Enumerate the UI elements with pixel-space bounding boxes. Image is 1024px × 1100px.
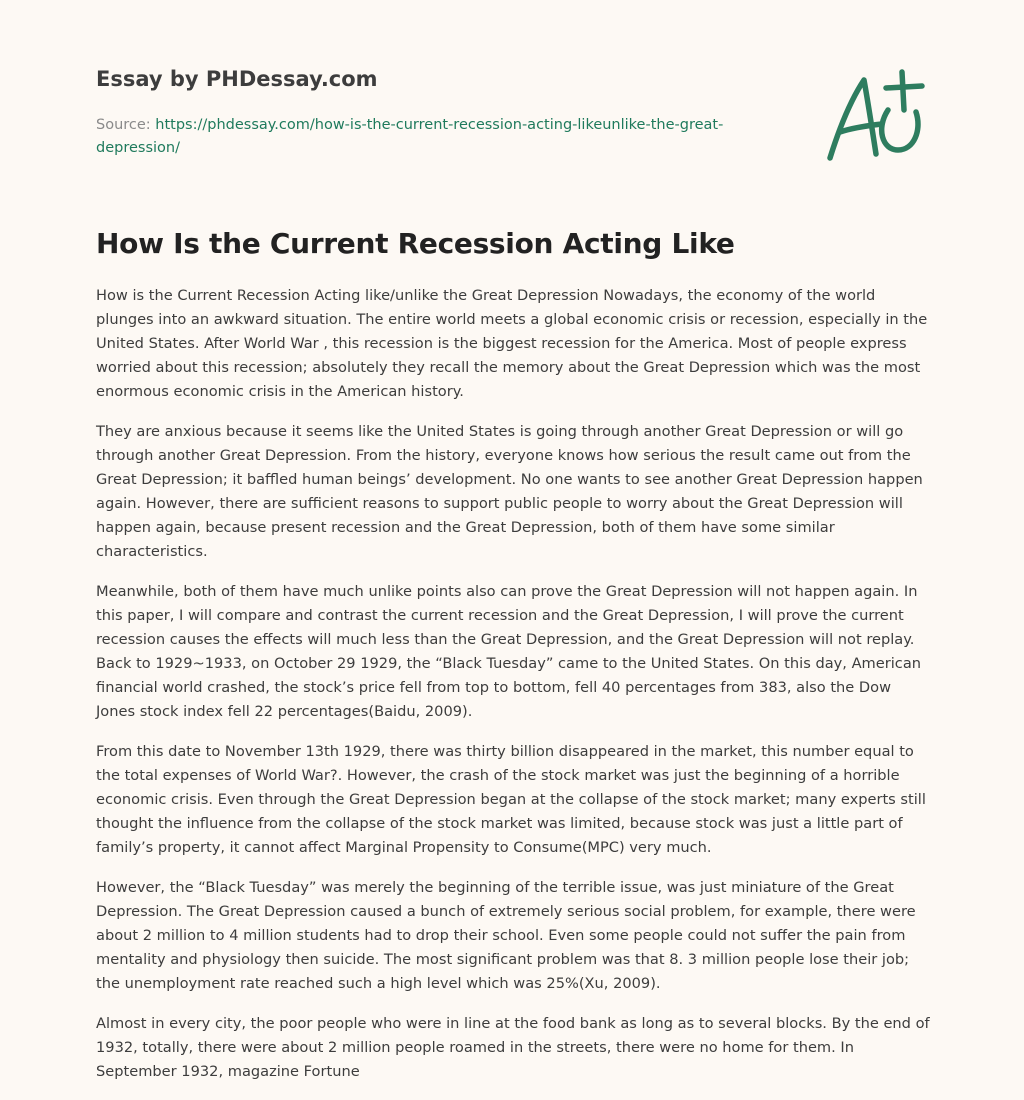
paragraph: Meanwhile, both of them have much unlike points also can prove the Great Depression will not happen again. In this paper, I will compare and contrast the current recession and the Great Depression, I will prove the current recession causes the effects will much less than the Great Depression, and the Great Depression will not replay. Back to 1929~1933, on October 29 1929, the “Black Tuesday” came to the United States. On this day, American financial world crashed, the stock’s price fell from top to bottom, fell 40 percentages from 383, also the Dow Jones stock index fell 22 percentages(Baidu, 2009).	[96, 583, 922, 720]
source-label: Source:	[96, 117, 156, 133]
source-line	[96, 114, 796, 160]
site-brand: Essay by PHDessay.com	[96, 67, 378, 91]
article-title: How Is the Current Recession Acting Like	[96, 227, 735, 260]
paragraph: Almost in every city, the poor people who were in line at the food bank as long as to several blocks. By the end of 1932, totally, there were about 2 million people roamed in the streets, there were no home for them. In September 1932, magazine Fortune	[96, 1015, 930, 1080]
a-plus-logo-icon	[818, 66, 930, 166]
source-link[interactable]: https://phdessay.com/how-is-the-current-recession-acting-likeunlike-the-great-depression/	[96, 117, 724, 156]
article-body	[96, 284, 932, 1100]
paragraph: However, the “Black Tuesday” was merely the beginning of the terrible issue, was just miniature of the Great Depression. The Great Depression caused a bunch of extremely serious social problem, for example, there were about 2 million to 4 million students had to drop their school. Even some people could not suffer the pain from mentality and physiology then suicide. The most significant problem was that 8. 3 million people lose their job; the unemployment rate reached such a high level which was 25%(Xu, 2009).	[96, 879, 916, 992]
essay-header	[96, 66, 796, 160]
paragraph: How is the Current Recession Acting like/unlike the Great Depression Nowadays, the economy of the world plunges into an awkward situation. The entire world meets a global economic crisis or recession, especially in the United States. After World War , this recession is the biggest recession for the America. Most of people express worried about this recession; absolutely they recall the memory about the Great Depression which was the most enormous economic crisis in the American history.	[96, 287, 928, 400]
paragraph: From this date to November 13th 1929, there was thirty billion disappeared in the market, this number equal to the total expenses of World War?. However, the crash of the stock market was just the beginning of a horrible economic crisis. Even through the Great Depression began at the collapse of the stock market; many experts still thought the influence from the collapse of the stock market was limited, because stock was just a little part of family’s property, it cannot affect Marginal Propensity to Consume(MPC) very much.	[96, 743, 926, 856]
paragraph: They are anxious because it seems like the United States is going through another Great Depression or will go through another Great Depression. From the history, everyone knows how serious the result came out from the Great Depression; it baffled human beings’ development. No one wants to see another Great Depression happen again. However, there are sufficient reasons to support public people to worry about the Great Depression will happen again, because present recession and the Great Depression, both of them have some similar characteristics.	[96, 423, 923, 560]
